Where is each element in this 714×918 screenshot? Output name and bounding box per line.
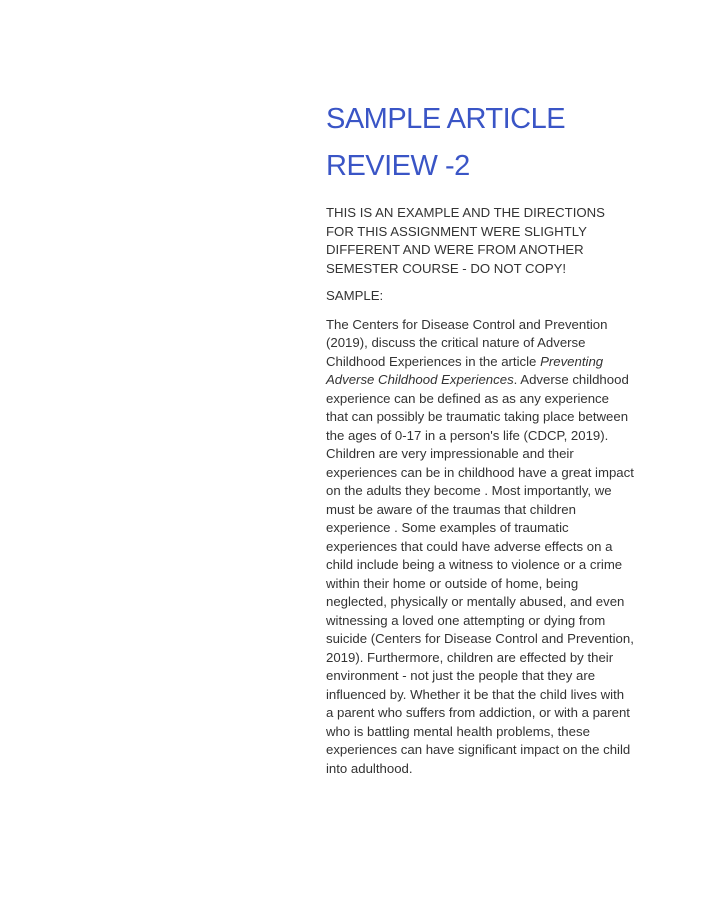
sample-label: SAMPLE:	[326, 288, 384, 303]
body-continuation: . Adverse childhood experience can be defined as as any experience that can possibly be traumatic taking place between the ages of 0-17 in a person's life (CDCP, 2019). Children are very impressionable and their experiences can be in childhood have a great impact on the adults they become . Most importantly, we must be aware of the traumas that children experience . Some examples of traumatic experiences that could have adverse effects on a child include being a witness to violence or a crime within their home or outside of home, being neglected, physically or mentally abused, and even witnessing a loved one attempting or dying from suicide (Centers for Disease Control and Prevention, 2019). Furthermore, children are effected by their environment - not just the people that they are influenced by. Whether it be that the child lives with a parent who suffers from addiction, or with a parent who is battling mental health problems, these experiences can have significant impact on the child into adulthood.	[326, 372, 634, 776]
document-title	[326, 96, 634, 190]
article-title: Preventing Adverse Childhood Experiences	[326, 353, 604, 387]
title-line-2: REVIEW -2	[326, 150, 470, 182]
title-line-1: SAMPLE ARTICLE	[326, 103, 566, 135]
directions-note: THIS IS AN EXAMPLE AND THE DIRECTIONS FOR THIS ASSIGNMENT WERE SLIGHTLY DIFFERENT AND WERE FROM ANOTHER SEMESTER COURSE - DO NOT COPY!	[326, 205, 605, 276]
body-paragraph	[326, 316, 634, 779]
text-column	[326, 96, 634, 778]
body-intro: The Centers for Disease Control and Prevention (2019), discuss the critical nature of Adverse Childhood Experiences in the article	[326, 316, 608, 369]
